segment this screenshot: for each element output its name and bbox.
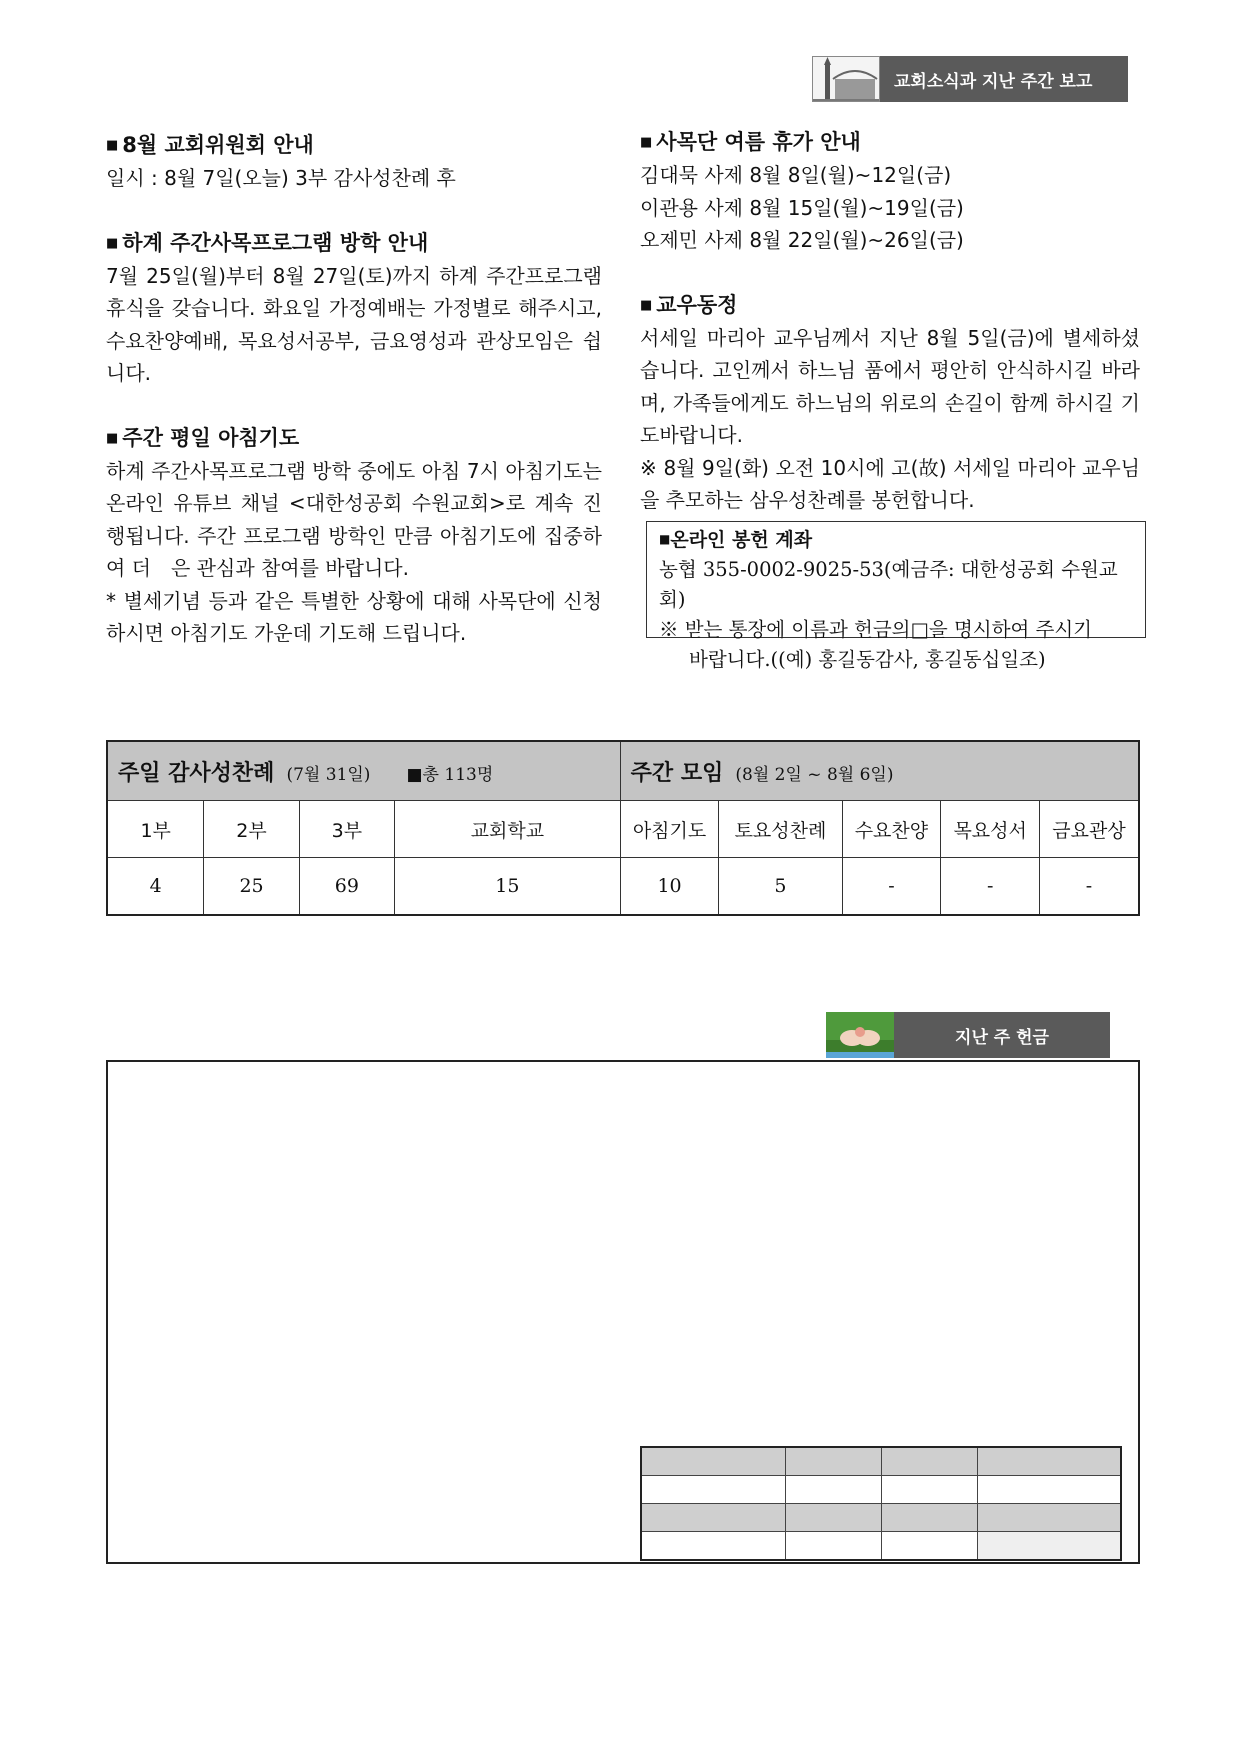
account-title: ■온라인 봉헌 계좌	[659, 529, 813, 551]
table-cell	[977, 1476, 1121, 1504]
table-cell: 5	[719, 858, 842, 916]
section-body: 7월 25일(월)부터 8월 27일(토)까지 하계 주간프로그램 휴식을 갖습니다. 화요일 가정예배는 가정별로 해주시고, 수요찬양예배, 목요성서공부, 금요영성과 관상모임은 쉽니다.	[106, 263, 602, 385]
table-row	[641, 1447, 1121, 1476]
column-header: 1부	[107, 801, 204, 858]
vacation-line: 오제민 사제 8월 22일(월)~26일(금)	[640, 228, 964, 252]
weekly-title: 주간 모임	[630, 760, 724, 786]
table-cell	[785, 1504, 881, 1532]
table-cell	[785, 1447, 881, 1476]
section-heading: ■ 8월 교회위원회 안내	[106, 133, 314, 157]
left-column	[106, 129, 602, 650]
table-cell	[641, 1504, 785, 1532]
right-column	[640, 126, 1140, 517]
table-row	[641, 1476, 1121, 1504]
section-heading: ■ 교우동정	[640, 292, 738, 317]
column-header: 아침기도	[620, 801, 719, 858]
column-header: 2부	[204, 801, 299, 858]
account-note-example: 바랍니다.((예) 홍길동감사, 홍길동십일조)	[689, 648, 1046, 671]
section-body: 하계 주간사목프로그램 방학 중에도 아침 7시 아침기도는 온라인 유튜브 채널 <대한성공회 수원교회>로 계속 진행됩니다. 주간 프로그램 방학인 만큼 아침기도에 집중하여 더 은 관심과 참여를 바랍니다.	[106, 458, 602, 580]
table-cell	[881, 1504, 977, 1532]
table-cell: -	[1040, 858, 1139, 916]
table-cell	[785, 1532, 881, 1561]
table-row	[107, 801, 1139, 858]
section-heading: ■ 하계 주간사목프로그램 방학 안내	[106, 230, 429, 255]
square-bullet-icon: ■	[106, 235, 119, 251]
attendance-table	[106, 740, 1140, 916]
table-cell	[881, 1447, 977, 1476]
table-cell	[641, 1532, 785, 1561]
vacation-line: 김대묵 사제 8월 8일(월)~12일(금)	[640, 163, 952, 187]
square-bullet-icon: ■	[659, 532, 671, 546]
table-cell	[977, 1504, 1121, 1532]
account-note: ※ 받는 통장에 이름과 헌금의□을 명시하여 주시기	[659, 618, 1093, 641]
section-heading: ■ 사목단 여름 휴가 안내	[640, 130, 861, 154]
table-cell	[641, 1476, 785, 1504]
sunday-title: 주일 감사성찬례	[118, 760, 275, 786]
total-count: ■총 113명	[406, 764, 494, 785]
online-account-box	[646, 521, 1146, 671]
square-bullet-icon: ■	[106, 430, 119, 446]
table-cell: 69	[299, 858, 394, 916]
table-cell: 25	[204, 858, 299, 916]
weekly-header-cell	[620, 741, 1139, 801]
table-row	[641, 1504, 1121, 1532]
header-title: 교회소식과 지난 주간 보고	[880, 56, 1128, 102]
section-note: ※ 8월 9일(화) 오전 10시에 고(故) 서세일 마리아 교우님을 추모하는 삼우성찬례를 봉헌합니다.	[640, 455, 1140, 512]
table-row	[641, 1532, 1121, 1561]
table-cell	[641, 1447, 785, 1476]
account-number: 농협 355-0002-9025-53(예금주: 대한성공회 수원교회)	[659, 558, 1118, 611]
column-header: 교회학교	[395, 801, 621, 858]
offering-banner	[826, 1012, 1110, 1058]
section-body: 일시 : 8월 7일(오늘) 3부 감사성찬례 후	[106, 166, 456, 190]
table-cell	[881, 1532, 977, 1561]
church-image-icon	[812, 56, 880, 102]
square-bullet-icon: ■	[106, 138, 119, 153]
table-row	[107, 858, 1139, 916]
column-header: 목요성서	[941, 801, 1040, 858]
table-cell	[977, 1532, 1121, 1561]
column-header: 3부	[299, 801, 394, 858]
section-note: * 별세기념 등과 같은 특별한 상황에 대해 사목단에 신청하시면 아침기도 가운데 기도해 드립니다.	[106, 588, 602, 645]
section-body: 서세일 마리아 교우님께서 지난 8월 5일(금)에 별세하셨습니다. 고인께서 하느님 품에서 평안히 안식하시길 바라며, 가족들에게도 하느님의 위로의 손길이 함께 하시길 기도바랍니다.	[640, 325, 1140, 447]
offering-summary-table	[640, 1446, 1122, 1561]
column-header: 토요성찬례	[719, 801, 842, 858]
sunday-date: (7월 31일)	[286, 764, 371, 785]
weekly-date: (8월 2일 ~ 8월 6일)	[735, 764, 894, 785]
square-bullet-icon: ■	[640, 297, 653, 313]
table-cell: 4	[107, 858, 204, 916]
column-header: 금요관상	[1040, 801, 1139, 858]
column-header: 수요찬양	[842, 801, 941, 858]
header-banner	[812, 56, 1128, 102]
table-cell	[881, 1476, 977, 1504]
table-header-row	[107, 741, 1139, 801]
table-cell: -	[941, 858, 1040, 916]
table-cell	[977, 1447, 1121, 1476]
hands-image-icon	[826, 1012, 894, 1058]
table-cell: 15	[395, 858, 621, 916]
table-cell: 10	[620, 858, 719, 916]
table-cell	[785, 1476, 881, 1504]
section-heading: ■ 주간 평일 아침기도	[106, 425, 300, 450]
offering-title: 지난 주 헌금	[894, 1012, 1110, 1058]
sunday-header-cell	[107, 741, 620, 801]
square-bullet-icon: ■	[640, 135, 653, 150]
vacation-line: 이관용 사제 8월 15일(월)~19일(금)	[640, 195, 964, 220]
table-cell: -	[842, 858, 941, 916]
